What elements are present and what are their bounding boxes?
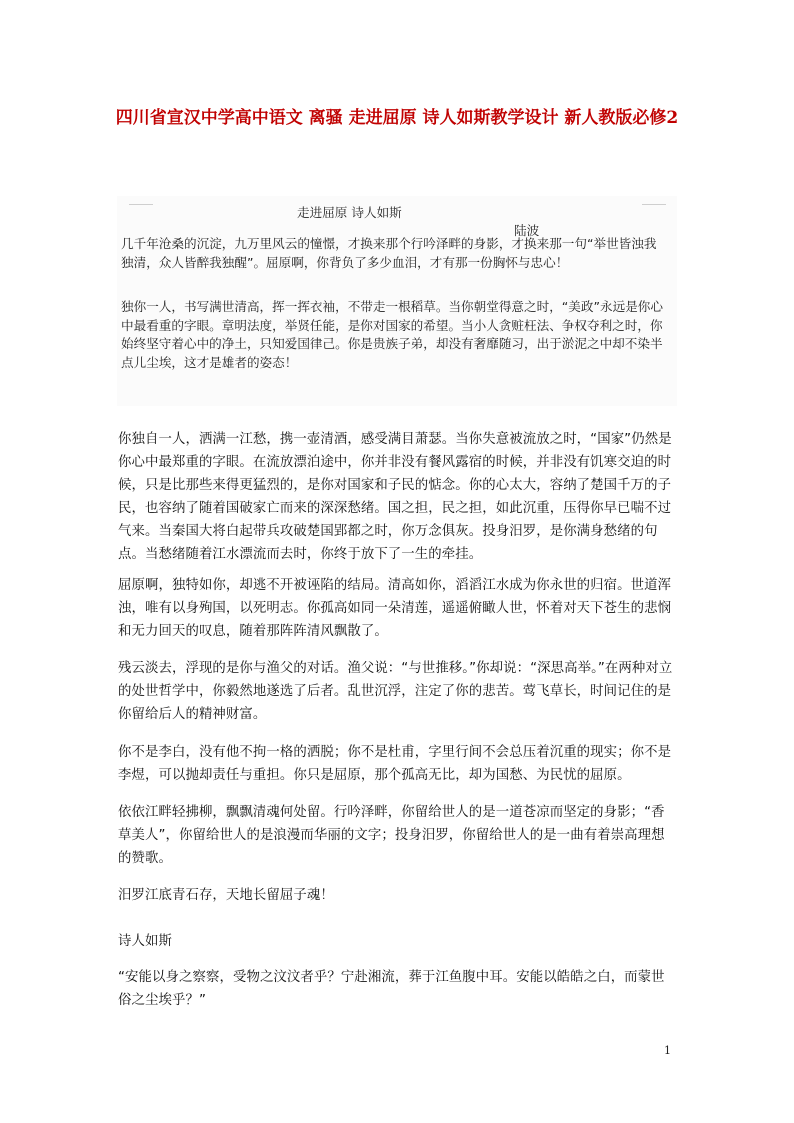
- scan-rule-left: [129, 204, 153, 205]
- quotation: “安能以身之察察，受物之汶汶者乎？宁赴湘流，葬于江鱼腹中耳。安能以皓皓之白，而蒙世俗之尘埃乎？”: [118, 970, 665, 1008]
- section-label: 诗人如斯: [118, 934, 172, 949]
- scanned-excerpt-image: [117, 196, 677, 406]
- scan-title: 走进屈原 诗人如斯: [297, 205, 402, 220]
- body-paragraph: 屈原啊，独特如你，却逃不开被诬陷的结局。清高如你，滔滔江水成为你永世的归宿。世道浑浊，唯有以身殉国，以死明志。你孤高如同一朵清莲，遥遥俯瞰人世，怀着对天下苍生的悲悯和无力回天的叹息，随着那阵阵清风飘散了。: [118, 578, 672, 639]
- body-paragraph: 残云淡去，浮现的是你与渔父的对话。渔父说：“与世推移。”你却说：“深思高举。”在两种对立的处世哲学中，你毅然地遂选了后者。乱世沉浮，注定了你的悲苦。莺飞草长，时间记住的是你留给后人的精神财富。: [118, 661, 673, 722]
- scan-author: 陆波: [514, 223, 540, 238]
- document-title: 四川省宣汉中学高中语文 离骚 走进屈原 诗人如斯教学设计 新人教版必修2: [115, 108, 679, 128]
- scan-rule-right: [642, 204, 666, 205]
- closing-line: 汨罗江底青石存，天地长留屈子魂！: [118, 888, 334, 903]
- body-paragraph: 你不是李白，没有他不拘一格的洒脱；你不是杜甫，字里行间不会总压着沉重的现实；你不是李煜，可以抛却责任与重担。你只是屈原，那个孤高无比，却为国愁、为民忧的屈原。: [118, 745, 672, 783]
- scan-paragraph: 几千年沧桑的沉淀，九万里风云的憧憬，才换来那个行吟泽畔的身影，才换来那一句“举世皆浊我独清，众人皆醉我独醒”。屈原啊，你背负了多少血泪，才有那一份胸怀与忠心！: [121, 236, 657, 270]
- page-number: 1: [664, 1044, 671, 1057]
- scan-paragraph: 独你一人，书写满世清高，挥一挥衣袖，不带走一根稻草。当你朝堂得意之时，“美政”永远是你心中最看重的字眼。章明法度，举贤任能，是你对国家的希望。当小人贪赃枉法、争权夺利之时，你始终坚守着心中的净土，只知爱国律己。你是贵族子弟，却没有奢靡随习，出于淤泥之中却不染半点儿尘埃，这才是雄者的姿态！: [121, 299, 663, 370]
- body-paragraph: 你独自一人，洒满一江愁，携一壶清酒，感受满目萧瑟。当你失意被流放之时，“国家”仍然是你心中最郑重的字眼。在流放漂泊途中，你并非没有餐风露宿的时候，并非没有饥寒交迫的时候，只是比那些来得更猛烈的，是你对国家和子民的惦念。你的心太大，容纳了楚国千万的子民，也容纳了随着国破家亡而来的深深愁绪。国之担，民之担，如此沉重，压得你早已喘不过气来。当秦国大将白起带兵攻破楚国郢都之时，你万念俱灰。投身汨罗，是你满身愁绪的句点。当愁绪随着江水漂流而去时，你终于放下了一生的牵挂。: [118, 432, 672, 562]
- body-paragraph: 依依江畔轻拂柳，飘飘清魂何处留。行吟泽畔，你留给世人的是一道苍凉而坚定的身影；“香草美人”，你留给世人的是浪漫而华丽的文字；投身汨罗，你留给世人的是一曲有着崇高理想的赞歌。: [118, 805, 665, 866]
